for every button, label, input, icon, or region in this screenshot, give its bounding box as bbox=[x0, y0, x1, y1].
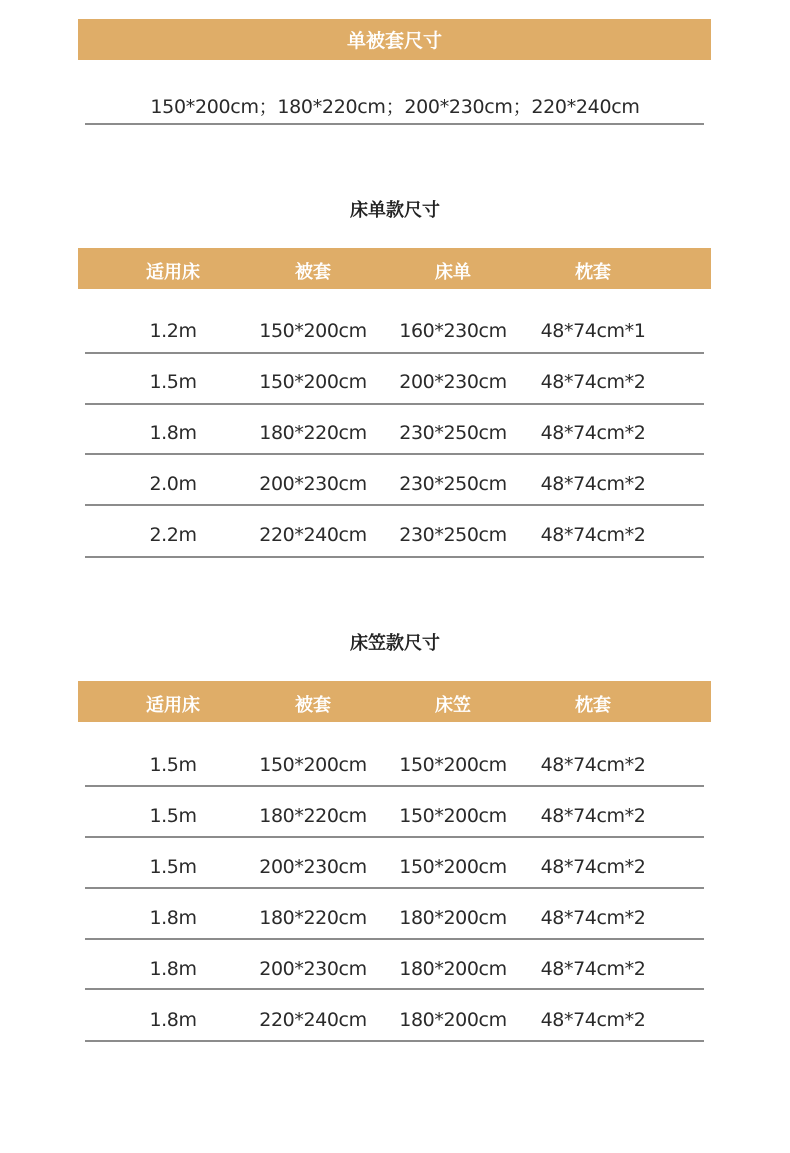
divider bbox=[85, 938, 704, 940]
cell-bed-size: 1.5m bbox=[149, 856, 197, 878]
divider bbox=[85, 988, 704, 990]
cell-bed-sheet: 230*250cm bbox=[399, 524, 507, 546]
cell-duvet-cover: 150*200cm bbox=[259, 371, 367, 393]
cell-fitted-sheet: 180*200cm bbox=[399, 1009, 507, 1031]
cell-bed-sheet: 200*230cm bbox=[399, 371, 507, 393]
cell-pillowcase: 48*74cm*2 bbox=[540, 371, 646, 393]
fitted-section-title: 床笠款尺寸 bbox=[350, 633, 440, 654]
table-row bbox=[0, 320, 790, 350]
cell-pillowcase: 48*74cm*2 bbox=[540, 805, 646, 827]
cell-bed-sheet: 160*230cm bbox=[399, 320, 507, 342]
cell-duvet-cover: 150*200cm bbox=[259, 754, 367, 776]
divider bbox=[85, 785, 704, 787]
cell-duvet-cover: 180*220cm bbox=[259, 907, 367, 929]
cell-pillowcase: 48*74cm*2 bbox=[540, 1009, 646, 1031]
cell-duvet-cover: 220*240cm bbox=[259, 524, 367, 546]
header-bed-sheet: 床单 bbox=[435, 262, 471, 283]
duvet-size-list: 150*200cm；180*220cm；200*230cm；220*240cm bbox=[150, 96, 640, 118]
cell-bed-size: 1.5m bbox=[149, 754, 197, 776]
cell-duvet-cover: 200*230cm bbox=[259, 473, 367, 495]
header-bed-size: 适用床 bbox=[146, 695, 200, 716]
header-duvet-cover: 被套 bbox=[295, 262, 331, 283]
cell-duvet-cover: 200*230cm bbox=[259, 958, 367, 980]
cell-fitted-sheet: 150*200cm bbox=[399, 754, 507, 776]
cell-fitted-sheet: 180*200cm bbox=[399, 907, 507, 929]
table-row bbox=[0, 371, 790, 401]
duvet-size-banner bbox=[78, 19, 711, 60]
header-duvet-cover: 被套 bbox=[295, 695, 331, 716]
cell-pillowcase: 48*74cm*2 bbox=[540, 422, 646, 444]
divider bbox=[85, 1040, 704, 1042]
cell-pillowcase: 48*74cm*2 bbox=[540, 958, 646, 980]
fitted-table-header bbox=[78, 681, 711, 722]
cell-bed-size: 1.8m bbox=[149, 1009, 197, 1031]
table-row bbox=[0, 473, 790, 503]
divider bbox=[85, 123, 704, 125]
table-row bbox=[0, 524, 790, 554]
duvet-size-title: 单被套尺寸 bbox=[346, 30, 442, 52]
cell-bed-size: 2.0m bbox=[149, 473, 197, 495]
cell-bed-size: 1.8m bbox=[149, 958, 197, 980]
table-row bbox=[0, 805, 790, 835]
cell-bed-size: 1.8m bbox=[149, 422, 197, 444]
cell-fitted-sheet: 150*200cm bbox=[399, 856, 507, 878]
cell-pillowcase: 48*74cm*2 bbox=[540, 856, 646, 878]
cell-bed-sheet: 230*250cm bbox=[399, 422, 507, 444]
cell-duvet-cover: 220*240cm bbox=[259, 1009, 367, 1031]
cell-duvet-cover: 180*220cm bbox=[259, 422, 367, 444]
cell-pillowcase: 48*74cm*2 bbox=[540, 754, 646, 776]
header-pillowcase: 枕套 bbox=[575, 695, 611, 716]
cell-bed-size: 1.5m bbox=[149, 371, 197, 393]
divider bbox=[85, 836, 704, 838]
cell-pillowcase: 48*74cm*2 bbox=[540, 524, 646, 546]
cell-fitted-sheet: 150*200cm bbox=[399, 805, 507, 827]
divider bbox=[85, 403, 704, 405]
divider bbox=[85, 504, 704, 506]
cell-fitted-sheet: 180*200cm bbox=[399, 958, 507, 980]
table-row bbox=[0, 856, 790, 886]
cell-bed-size: 2.2m bbox=[149, 524, 197, 546]
sheet-section-title: 床单款尺寸 bbox=[350, 200, 440, 221]
table-row bbox=[0, 1009, 790, 1039]
cell-bed-size: 1.8m bbox=[149, 907, 197, 929]
header-fitted-sheet: 床笠 bbox=[435, 695, 471, 716]
cell-pillowcase: 48*74cm*2 bbox=[540, 907, 646, 929]
divider bbox=[85, 352, 704, 354]
cell-duvet-cover: 150*200cm bbox=[259, 320, 367, 342]
header-pillowcase: 枕套 bbox=[575, 262, 611, 283]
table-row bbox=[0, 958, 790, 988]
cell-duvet-cover: 180*220cm bbox=[259, 805, 367, 827]
header-bed-size: 适用床 bbox=[146, 262, 200, 283]
table-row bbox=[0, 754, 790, 784]
cell-pillowcase: 48*74cm*1 bbox=[540, 320, 646, 342]
cell-duvet-cover: 200*230cm bbox=[259, 856, 367, 878]
divider bbox=[85, 556, 704, 558]
divider bbox=[85, 453, 704, 455]
cell-bed-sheet: 230*250cm bbox=[399, 473, 507, 495]
divider bbox=[85, 887, 704, 889]
cell-pillowcase: 48*74cm*2 bbox=[540, 473, 646, 495]
sheet-table-header bbox=[78, 248, 711, 289]
cell-bed-size: 1.5m bbox=[149, 805, 197, 827]
table-row bbox=[0, 422, 790, 452]
cell-bed-size: 1.2m bbox=[149, 320, 197, 342]
table-row bbox=[0, 907, 790, 937]
